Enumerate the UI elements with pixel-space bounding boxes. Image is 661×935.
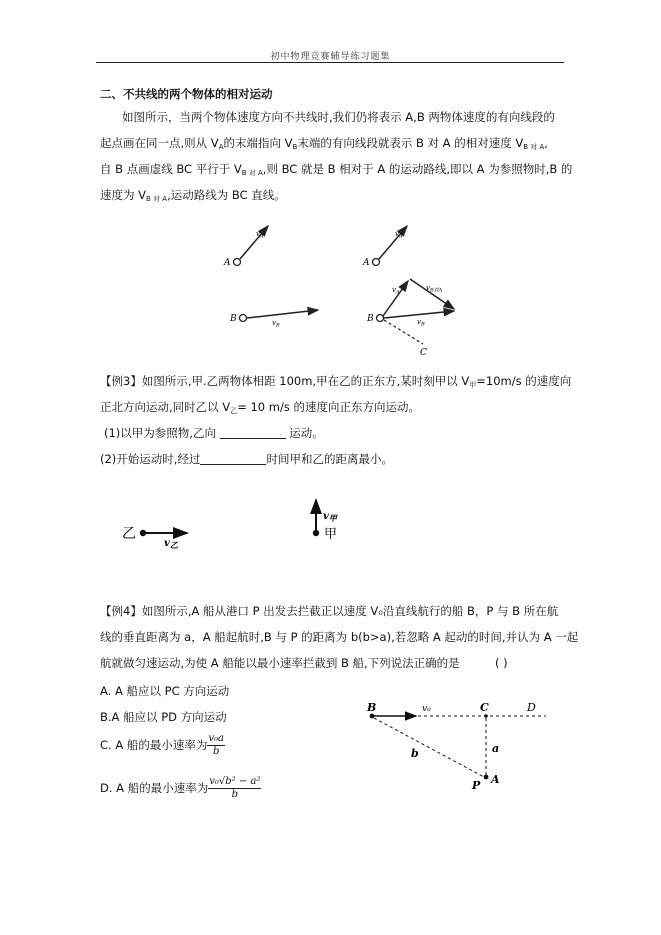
vb-vector-triangle xyxy=(384,311,454,318)
example3-line-1: 【例3】如图所示,甲.乙两物体相距 100m,甲在乙的正东方,某时刻甲以 $V_甲=10m/s$ 的速度向 xyxy=(100,374,572,389)
label-va-triangle: $v_A$ xyxy=(392,286,400,296)
label-v0: v₀ xyxy=(422,704,431,714)
section-title: 二、不共线的两个物体的相对运动 xyxy=(100,87,273,101)
header-divider xyxy=(96,62,564,63)
point-c xyxy=(484,714,488,718)
example3-question-1: (1)以甲为参照物,乙向 运动。 xyxy=(104,426,324,440)
vba-vector xyxy=(410,279,454,309)
label-a-length: a xyxy=(492,742,500,755)
vb-vector xyxy=(247,310,318,318)
intro-line-4: 速度为 $V_{B 对 A}$,运动路线为 BC 直线。 xyxy=(100,188,286,203)
label-a-right: A xyxy=(363,258,370,268)
label-v-yi: $v_乙$ xyxy=(164,538,178,550)
interception-figure xyxy=(356,697,548,799)
label-va: $v_A$ xyxy=(256,230,264,240)
jia-yi-figure xyxy=(120,494,370,554)
point-yi xyxy=(140,530,146,536)
answer-blank-2 xyxy=(200,452,266,465)
point-b xyxy=(240,315,247,322)
label-a-ship: A xyxy=(491,773,500,786)
point-p xyxy=(484,775,489,780)
option-a: A. A 船应以 PC 方向运动 xyxy=(100,684,230,698)
va-vector-right xyxy=(379,226,407,259)
intro-line-2: 起点画在同一点,则从 $V_A$的末端指向 $V_B$末端的有向线段就表示 B 对 A 的相对速度 $V_{B 对 A}$, xyxy=(100,136,548,151)
label-b-right: B xyxy=(367,314,374,324)
label-b-length: b xyxy=(411,747,419,760)
point-a-right xyxy=(373,259,380,266)
example4-line-2: 线的垂直距离为 a，A 船起航时,B 与 P 的距离为 b(b>a),若忽略 A 起动的时间,并认为 A 一起 xyxy=(100,630,579,644)
label-vb: $v_B$ xyxy=(272,319,280,329)
label-vba: $v_{B对A}$ xyxy=(426,284,443,294)
relative-velocity-figure xyxy=(220,214,470,364)
label-v-jia: $v_甲$ xyxy=(323,511,337,523)
intro-line-3: 自 B 点画虚线 BC 平行于 $V_{B 对 A}$,则 BC 就是 B 相对于 A 的运动路线,即以 A 为参照物时,B 的 xyxy=(100,162,573,177)
label-vb-triangle: $v_B$ xyxy=(417,318,425,328)
label-p-point: P xyxy=(472,779,481,792)
point-a xyxy=(234,259,241,266)
example3-question-2: (2)开始运动时,经过 时间甲和乙的距离最小。 xyxy=(100,452,393,466)
label-jia: 甲 xyxy=(324,527,338,542)
point-b-right xyxy=(377,315,384,322)
option-d-fraction: $\frac{\text{v₀√b² − a²}}{b}$ xyxy=(209,776,261,800)
option-c: C. A 船的最小速率为 $\frac{\text{v₀a}}{b}$ xyxy=(100,733,224,757)
label-d-point: D xyxy=(527,701,536,714)
option-d: D. A 船的最小速率为 $\frac{\text{v₀√b² − a²}}{b}$ xyxy=(100,776,261,800)
va-vector xyxy=(240,226,268,259)
label-b: B xyxy=(230,314,237,324)
answer-blank-1 xyxy=(220,426,286,439)
option-c-fraction: $\frac{\text{v₀a}}{b}$ xyxy=(208,733,224,757)
label-b-ship: B xyxy=(367,701,377,714)
label-yi: 乙 xyxy=(122,526,136,542)
page-header-title: 初中物理竞赛辅导练习题集 xyxy=(270,52,391,62)
label-va-right: $v_A$ xyxy=(395,230,403,240)
example4-line-1: 【例4】如图所示,A 船从港口 P 出发去拦截正以速度 V₀沿直线航行的船 B，P 与 B 所在航 xyxy=(100,604,559,618)
bp-dashed-line xyxy=(374,718,484,777)
point-jia xyxy=(313,530,319,536)
example4-line-3: 航就做匀速运动,为使 A 船能以最小速率拦截到 B 船,下列说法正确的是 ( ) xyxy=(100,656,508,670)
example3-line-2: 正北方向运动,同时乙以 $V_乙= 10$ m/s 的速度向正东方向运动。 xyxy=(100,400,420,415)
intro-line-1: 如图所示，当两个物体速度方向不共线时,我们仍将表示 A,B 两物体速度的有向线段的 xyxy=(122,110,555,124)
option-b: B.A 船应以 PD 方向运动 xyxy=(100,710,227,724)
label-c-point: C xyxy=(480,701,489,714)
answer-bracket: ( ) xyxy=(495,656,508,670)
label-c: C xyxy=(420,348,427,358)
label-a: A xyxy=(224,258,231,268)
point-b-ship xyxy=(370,714,375,719)
